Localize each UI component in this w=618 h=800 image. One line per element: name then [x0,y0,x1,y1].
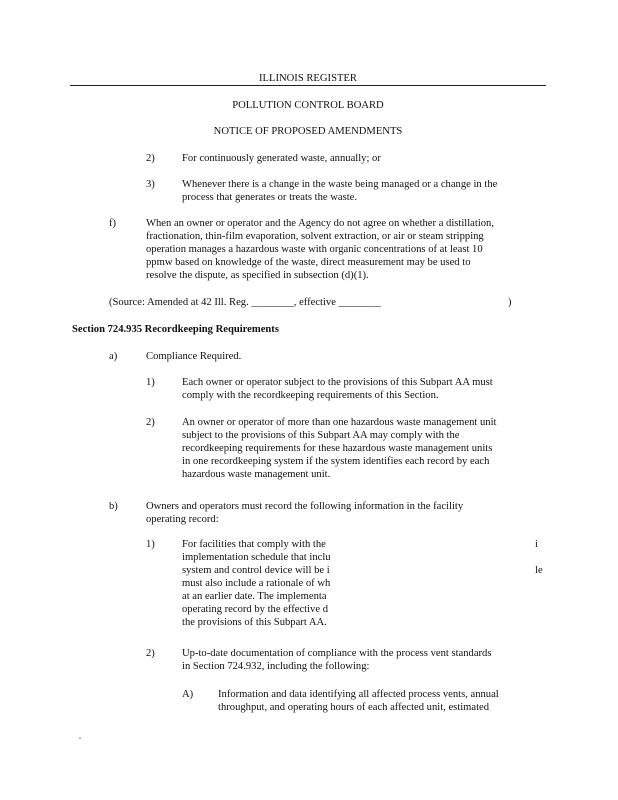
item-b1-text-5: at an earlier date. The implementa [182,591,327,602]
notice-title: NOTICE OF PROPOSED AMENDMENTS [213,126,403,137]
item-b1-mark: 1) [146,539,155,550]
item-f-text-3: operation manages a hazardous waste with organic concentrations of at least 10 [146,244,483,255]
item-a1-text-1: Each owner or operator subject to the provisions of this Subpart AA must [182,377,493,388]
item-e3-text-1: Whenever there is a change in the waste being managed or a change in the [182,179,498,190]
item-b1-text-6: operating record by the effective d [182,604,328,615]
item-a2-text-4: in one recordkeeping system if the system identifies each record by each [182,456,490,467]
item-e3-mark: 3) [146,179,155,190]
item-f-text-5: resolve the dispute, as specified in subsection (d)(1). [146,270,369,281]
item-f-text-1: When an owner or operator and the Agency do not agree on whether a distillation, [146,218,495,229]
item-bA-mark: A) [182,689,194,700]
section-heading: Section 724.935 Recordkeeping Requirements [72,324,279,335]
item-e2-mark: 2) [146,153,155,164]
item-a-mark: a) [109,351,118,362]
item-a-text: Compliance Required. [146,351,242,362]
scan-speck [79,737,81,739]
item-a2-text-1: An owner or operator of more than one hazardous waste management unit [182,417,497,428]
item-b1-text-1-tail: i [535,539,538,550]
item-a1-mark: 1) [146,377,155,388]
item-f-text-4: ppmw based on knowledge of the waste, direct measurement may be used to [146,257,471,268]
item-b1-text-3-tail: le [535,565,543,576]
item-b1-text-4: must also include a rationale of wh [182,578,331,589]
item-b-text-2: operating record: [146,514,219,525]
item-e2-text: For continuously generated waste, annually; or [182,153,381,164]
header-rule [70,85,546,86]
item-a1-text-2: comply with the recordkeeping requirements of this Section. [182,390,439,401]
item-a2-text-3: recordkeeping requirements for these hazardous waste management units [182,443,493,454]
item-b2-mark: 2) [146,648,155,659]
source-note-close: ) [508,297,512,308]
item-b-text-1: Owners and operators must record the following information in the facility [146,501,464,512]
item-bA-text-2: throughput, and operating hours of each affected unit, estimated [218,702,490,713]
item-a2-text-5: hazardous waste management unit. [182,469,331,480]
source-note: (Source: Amended at 42 Ill. Reg. ________, effective ________ [109,297,381,308]
item-b1-text-3: system and control device will be i [182,565,330,576]
item-e3-text-2: process that generates or treats the waste. [182,192,358,203]
register-title: ILLINOIS REGISTER [259,73,357,84]
item-f-mark: f) [109,218,117,229]
item-a2-mark: 2) [146,417,155,428]
item-b2-text-1: Up-to-date documentation of compliance with the process vent standards [182,648,492,659]
item-b2-text-2: in Section 724.932, including the following: [182,661,370,672]
item-f-text-2: fractionation, thin-film evaporation, solvent extraction, or air or steam stripping [146,231,484,242]
item-a2-text-2: subject to the provisions of this Subpart AA may comply with the [182,430,460,441]
item-b1-text-7: the provisions of this Subpart AA. [182,617,327,628]
item-bA-text-1: Information and data identifying all affected process vents, annual [218,689,499,700]
item-b1-text-2: implementation schedule that inclu [182,552,331,563]
board-title: POLLUTION CONTROL BOARD [232,100,384,111]
item-b1-text-1: For facilities that comply with the [182,539,326,550]
item-b-mark: b) [109,501,118,512]
